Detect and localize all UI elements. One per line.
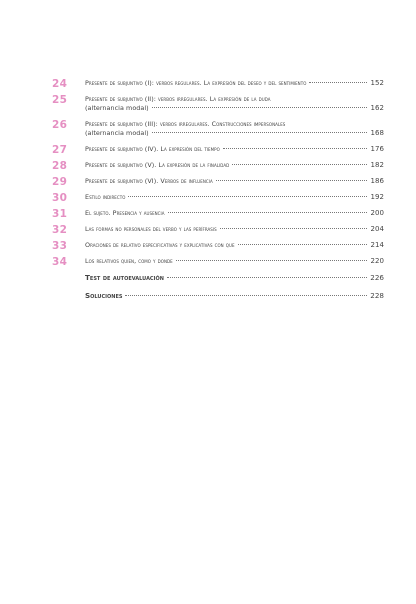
page-number: 228 — [370, 291, 384, 300]
dot-leader — [220, 228, 367, 229]
toc-entry-29[interactable] — [52, 177, 384, 186]
chapter-title: Oraciones de relativo especificativas y explicativas con que — [85, 241, 235, 249]
chapter-number: 28 — [52, 159, 68, 172]
page-number: 162 — [370, 104, 384, 112]
chapter-title-continuation: (alternancia modal) — [85, 129, 149, 137]
dot-leader — [125, 295, 367, 296]
chapter-title: Estilo indirecto — [85, 193, 126, 201]
toc-entry-28[interactable] — [52, 161, 384, 170]
toc-entry-27[interactable] — [52, 145, 384, 154]
dot-leader — [176, 260, 367, 261]
chapter-title: Presente de subjuntivo (II): verbos irregulares. La expresión de la duda — [85, 95, 271, 103]
toc-entry-32[interactable] — [52, 225, 384, 234]
toc-entry-31[interactable] — [52, 209, 384, 218]
chapter-title: Presente de subjuntivo (IV). La expresión del tiempo — [85, 145, 220, 153]
chapter-number: 24 — [52, 77, 68, 90]
chapter-title: Las formas no personales del verbo y las perífrasis — [85, 225, 217, 233]
page-number: 182 — [370, 161, 384, 169]
section-title: Soluciones — [85, 291, 123, 300]
dot-leader — [238, 244, 367, 245]
chapter-number: 31 — [52, 207, 68, 220]
chapter-title: Presente de subjuntivo (V). La expresión de la finalidad — [85, 161, 230, 169]
page-number: 204 — [370, 225, 384, 233]
chapter-title: El sujeto. Presencia y ausencia — [85, 209, 165, 217]
dot-leader — [309, 82, 367, 83]
toc-entry-25[interactable] — [52, 95, 384, 113]
toc-extras — [52, 273, 384, 300]
toc-entry-30[interactable] — [52, 193, 384, 202]
dot-leader — [152, 132, 367, 133]
chapter-number: 33 — [52, 239, 68, 252]
chapter-number: 30 — [52, 191, 68, 204]
toc-entry-soluciones[interactable] — [85, 291, 384, 300]
chapter-number: 26 — [52, 118, 68, 131]
chapter-number: 25 — [52, 93, 68, 106]
page-number: 192 — [370, 193, 384, 201]
page-number: 168 — [370, 129, 384, 137]
page-number: 220 — [370, 257, 384, 265]
toc-entry-34[interactable] — [52, 257, 384, 266]
page-number: 214 — [370, 241, 384, 249]
section-title: Test de autoevaluación — [85, 273, 164, 282]
chapter-title: Los relativos quien, como y donde — [85, 257, 173, 265]
dot-leader — [216, 180, 367, 181]
page-number: 176 — [370, 145, 384, 153]
chapter-number: 29 — [52, 175, 68, 188]
page-number: 186 — [370, 177, 384, 185]
toc-entry-26[interactable] — [52, 120, 384, 138]
dot-leader — [223, 148, 367, 149]
chapter-title: Presente de subjuntivo (VI). Verbos de influencia — [85, 177, 213, 185]
chapter-number: 27 — [52, 143, 68, 156]
toc-entry-33[interactable] — [52, 241, 384, 250]
dot-leader — [152, 107, 367, 108]
chapter-title: Presente de subjuntivo (III): verbos irregulares. Construcciones impersonales — [85, 120, 286, 128]
page-number: 200 — [370, 209, 384, 217]
toc-entry-24[interactable] — [52, 79, 384, 88]
dot-leader — [128, 196, 367, 197]
chapter-number: 32 — [52, 223, 68, 236]
chapter-title-continuation: (alternancia modal) — [85, 104, 149, 112]
page-number: 226 — [370, 273, 384, 282]
dot-leader — [232, 164, 367, 165]
table-of-contents — [52, 79, 384, 309]
page-number: 152 — [370, 79, 384, 87]
chapter-number: 34 — [52, 255, 68, 268]
dot-leader — [167, 277, 367, 278]
toc-entry-test[interactable] — [85, 273, 384, 282]
chapter-title: Presente de subjuntivo (I): verbos regulares. La expresión del deseo y del sentimiento — [85, 79, 307, 87]
dot-leader — [168, 212, 367, 213]
